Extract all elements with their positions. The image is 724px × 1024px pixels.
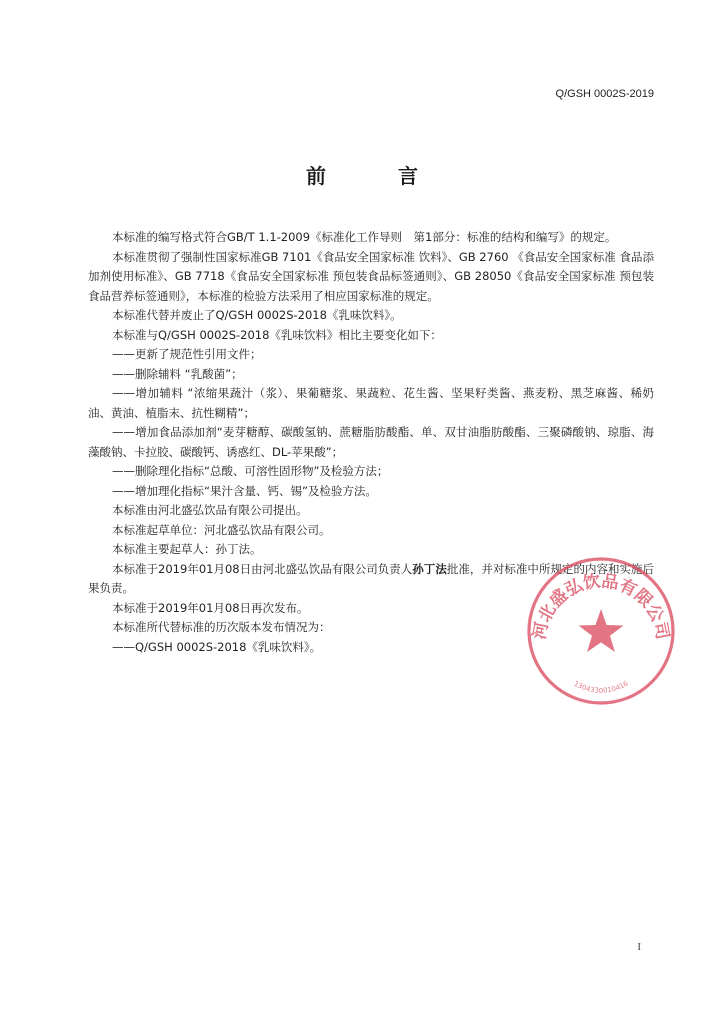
seal-number: 1304330010416 <box>572 679 630 695</box>
paragraph: 本标准与Q/GSH 0002S-2018《乳味饮料》相比主要变化如下： <box>112 327 442 342</box>
change-item: ——增加辅料 “浓缩果蔬汁（浆）、果葡糖浆、果蔬粒、花生酱、坚果籽类酱、燕麦粉、黑芝麻酱、稀奶油、黄油、植脂末、抗性糊精”； <box>88 386 654 420</box>
paragraph: 本标准于2019年01月08日再次发布。 <box>112 600 309 615</box>
paragraph: 本标准主要起草人：孙丁法。 <box>112 542 262 556</box>
paragraph: 本标准起草单位：河北盛弘饮品有限公司。 <box>112 522 331 537</box>
paragraph: 本标准所代替标准的历次版本发布情况为： <box>112 620 331 634</box>
paragraph: 本标准贯彻了强制性国家标准GB 7101《食品安全国家标准 饮料》、GB 2760 《食品安全国家标准 食品添加剂使用标准》、GB 7718《食品安全国家标准 预包装食品标签通则》、GB 28050《食品安全国家标准 预包装食品营养标签通则》，本标准的检验方法采用了相应国家标准的规定。 <box>88 249 654 303</box>
change-item: ——更新了规范性引用文件； <box>112 347 262 361</box>
change-item: ——增加理化指标“果汁含量、钙、锡”及检验方法。 <box>112 483 377 498</box>
paragraph: 本标准由河北盛弘饮品有限公司提出。 <box>112 503 308 517</box>
change-item: ——删除理化指标“总酸、可溶性固形物”及检验方法； <box>112 464 389 478</box>
approver-name: 孙丁法 <box>412 561 447 576</box>
company-seal-icon <box>524 554 678 708</box>
paragraph: 本标准代替并废止了Q/GSH 0002S-2018《乳味饮料》。 <box>112 308 402 322</box>
change-item: ——增加食品添加剂“麦芽糖醇、碳酸氢钠、蔗糖脂肪酸酯、单、双甘油脂肪酸酯、三聚磷酸钠、琼脂、海藻酸钠、卡拉胶、碳酸钙、诱惑红、DL-苹果酸”； <box>88 425 654 459</box>
change-item: ——删除辅料 “乳酸菌”； <box>112 366 243 381</box>
approval-text-before: 本标准于2019年01月08日由河北盛弘饮品有限公司负责人 <box>112 561 413 576</box>
seal-text: 河北盛弘饮品有限公司 <box>529 571 673 642</box>
paragraph: 本标准的编写格式符合GB/T 1.1-2009《标准化工作导则 第1部分：标准的结构和编写》的规定。 <box>112 230 617 244</box>
page-title: 前言 <box>306 164 490 188</box>
page-number: I <box>637 941 641 953</box>
document-code: Q/GSH 0002S-2019 <box>555 88 654 100</box>
approval-text-after: 批准，并对标准中所规定的内容和实施后果负责。 <box>88 561 655 595</box>
history-item: ——Q/GSH 0002S-2018《乳味饮料》。 <box>112 639 322 654</box>
star-icon <box>579 609 624 652</box>
